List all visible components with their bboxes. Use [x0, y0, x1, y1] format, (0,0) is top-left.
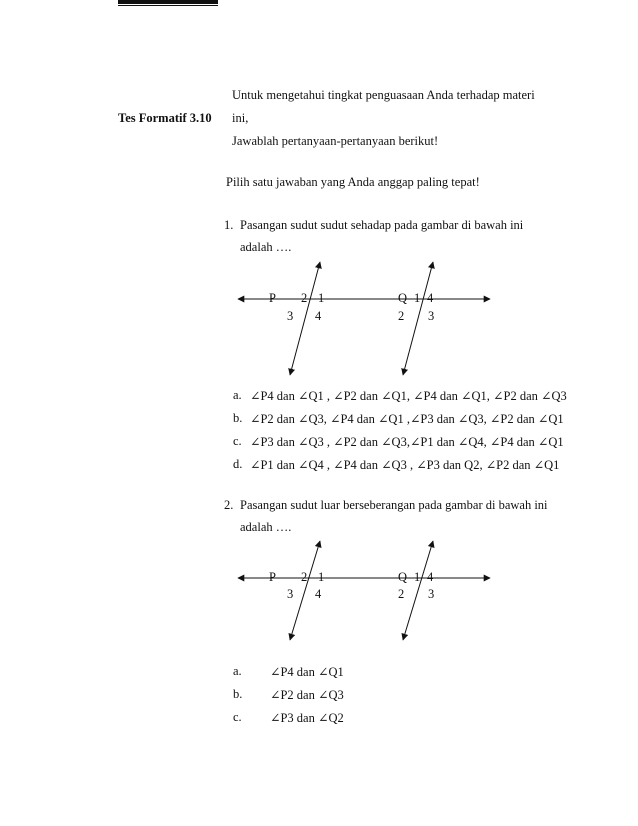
q1-option-b-text: ∠P2 dan ∠Q3, ∠P4 dan ∠Q1 ,∠P3 dan ∠Q3, ∠P2 dan ∠Q1: [250, 412, 564, 426]
q2-option-a-text: ∠P4 dan ∠Q1: [270, 665, 344, 679]
q1-option-a-text: ∠P4 dan ∠Q1 , ∠P2 dan ∠Q1, ∠P4 dan ∠Q1, ∠P2 dan ∠Q3: [250, 389, 567, 403]
label-q-2: Q: [398, 570, 408, 584]
label-p1-2: 1: [318, 570, 325, 584]
q1-option-b-letter: b.: [233, 411, 243, 425]
label-q: Q: [398, 291, 408, 305]
intro-line-1: Untuk mengetahui tingkat penguasaan Anda terhadap materi: [232, 88, 535, 102]
q2-option-c-text: ∠P3 dan ∠Q2: [270, 711, 344, 725]
q1-option-a-letter: a.: [233, 388, 242, 402]
label-q1: 1: [414, 291, 421, 305]
question-1-line-2: adalah ….: [240, 240, 292, 254]
label-p3: 3: [287, 309, 294, 323]
label-q3-2: 3: [428, 587, 435, 601]
q1-option-d-letter: d.: [233, 457, 243, 471]
label-p-2: P: [269, 570, 276, 584]
instruction-text: Pilih satu jawaban yang Anda anggap paling tepat!: [226, 175, 480, 189]
q2-option-b-text: ∠P2 dan ∠Q3: [270, 688, 344, 702]
label-q1-2: 1: [414, 570, 421, 584]
question-2-line-1: Pasangan sudut luar berseberangan pada gambar di bawah ini: [240, 498, 548, 512]
q2-option-b-letter: b.: [233, 687, 243, 701]
label-p3-2: 3: [287, 587, 294, 601]
label-q2: 2: [398, 309, 405, 323]
question-2-figure: [238, 541, 490, 640]
label-q4: 4: [427, 291, 434, 305]
label-p4-2: 4: [315, 587, 322, 601]
question-2-line-2: adalah ….: [240, 520, 292, 534]
label-q3: 3: [428, 309, 435, 323]
question-1-line-1: Pasangan sudut sudut sehadap pada gambar di bawah ini: [240, 218, 524, 232]
label-p1: 1: [318, 291, 325, 305]
label-q4-2: 4: [427, 570, 434, 584]
label-p: P: [269, 291, 276, 305]
q1-option-c-text: ∠P3 dan ∠Q3 , ∠P2 dan ∠Q3,∠P1 dan ∠Q4, ∠P4 dan ∠Q1: [250, 435, 564, 449]
question-2-number: 2.: [224, 498, 234, 512]
question-1-number: 1.: [224, 218, 234, 232]
label-p2: 2: [301, 291, 308, 305]
label-p4: 4: [315, 309, 322, 323]
label-p2-2: 2: [301, 570, 308, 584]
q1-option-d-text: ∠P1 dan ∠Q4 , ∠P4 dan ∠Q3 , ∠P3 dan Q2, ∠P2 dan ∠Q1: [250, 458, 560, 472]
intro-line-2: ini,: [232, 111, 249, 125]
q2-option-c-letter: c.: [233, 710, 242, 724]
q1-option-c-letter: c.: [233, 434, 242, 448]
q2-option-a-letter: a.: [233, 664, 242, 678]
label-q2-2: 2: [398, 587, 405, 601]
test-label: Tes Formatif 3.10: [118, 111, 212, 125]
intro-line-3: Jawablah pertanyaan-pertanyaan berikut!: [232, 134, 439, 148]
